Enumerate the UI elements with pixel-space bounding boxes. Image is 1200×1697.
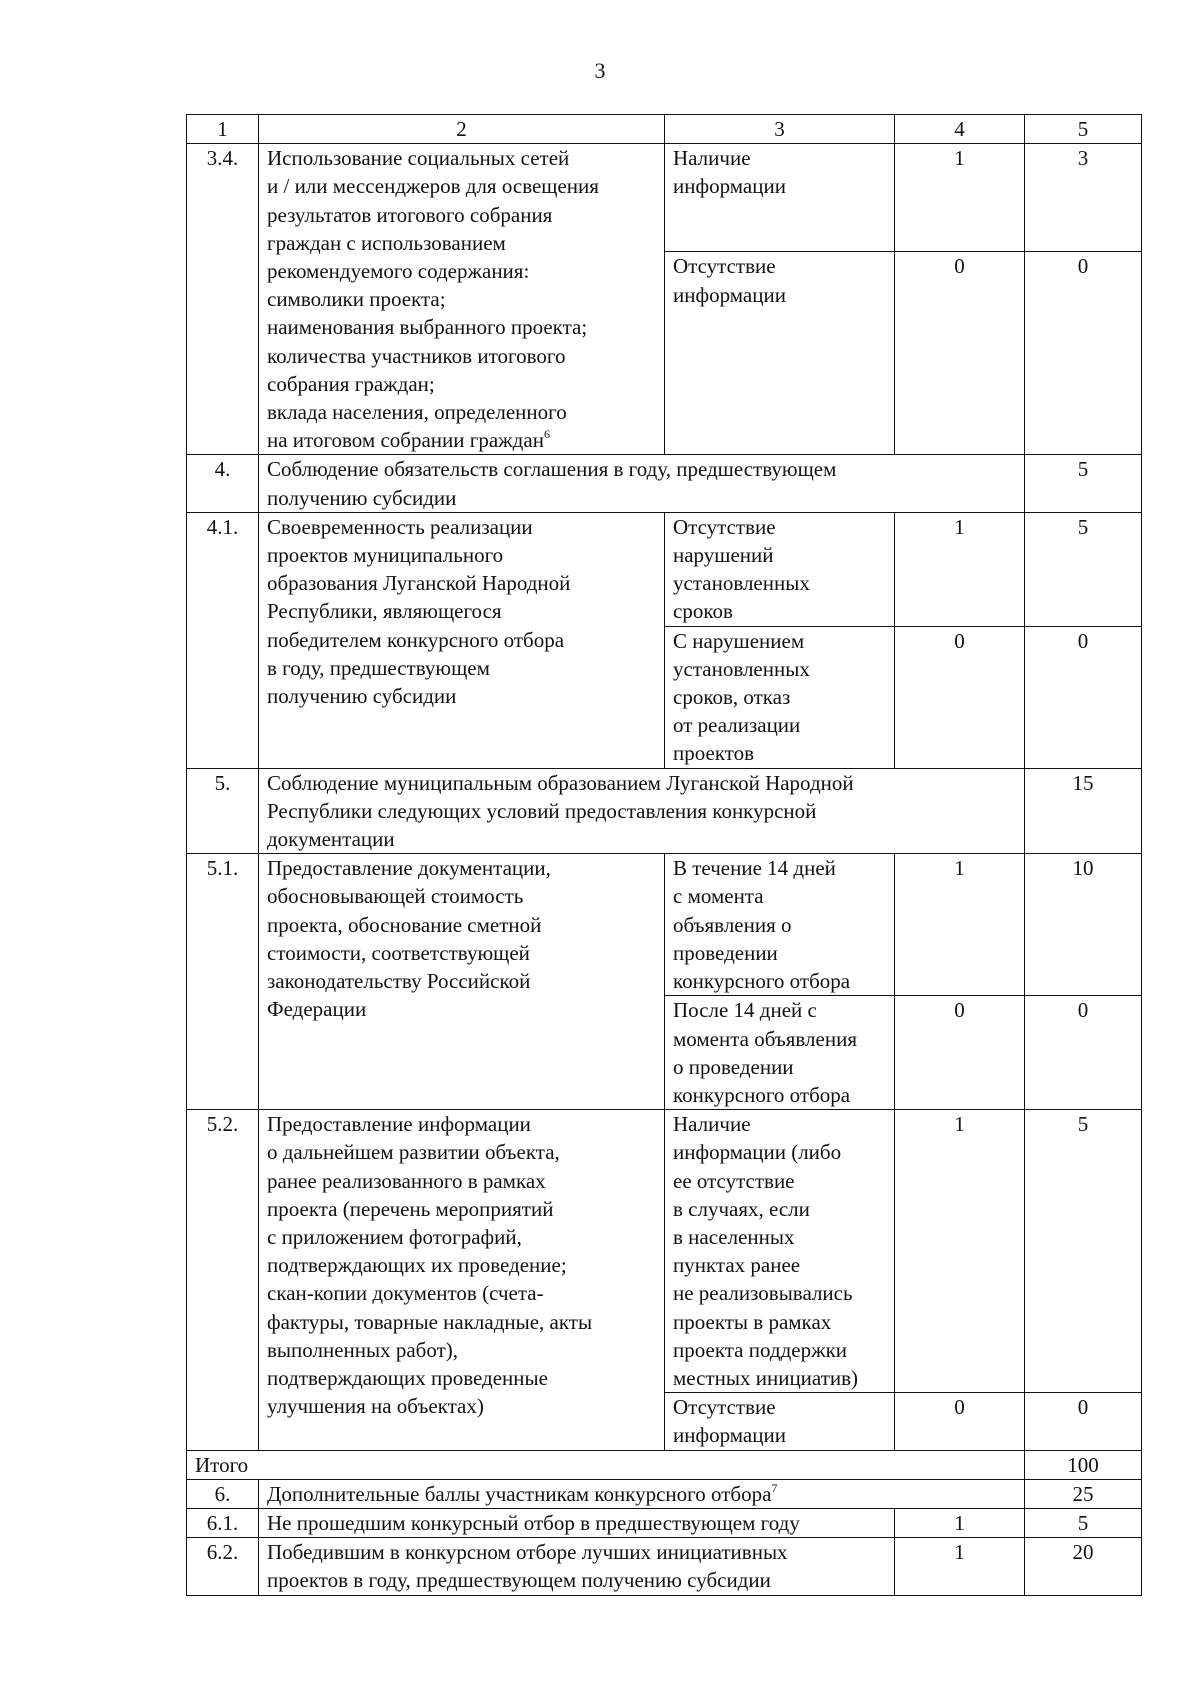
table-row [187, 1538, 1142, 1595]
table-row [187, 1508, 1142, 1537]
footnote-mark: 6 [543, 427, 550, 442]
section-text: Дополнительные баллы участникам конкурсного отбора [267, 1481, 772, 1506]
points: 15 [1025, 768, 1142, 854]
coefficient: 1 [895, 144, 1025, 252]
option-text: После 14 дней с момента объявления о проведении конкурсного отбора [665, 996, 895, 1110]
criterion-text: Не прошедшим конкурсный отбор в предшествующем году [259, 1508, 895, 1537]
row-number: 5.1. [187, 854, 259, 1110]
points: 0 [1025, 252, 1142, 455]
option-text: Отсутствие информации [665, 1393, 895, 1450]
header-cell-2: 2 [259, 115, 665, 144]
header-cell-1: 1 [187, 115, 259, 144]
points: 3 [1025, 144, 1142, 252]
points: 10 [1025, 854, 1142, 996]
coefficient: 0 [895, 1393, 1025, 1450]
points: 20 [1025, 1538, 1142, 1595]
option-text: Наличие информации [665, 144, 895, 252]
row-number: 6.1. [187, 1508, 259, 1537]
points: 0 [1025, 626, 1142, 768]
coefficient: 0 [895, 252, 1025, 455]
option-text: Отсутствие нарушений установленных сроков [665, 512, 895, 626]
header-cell-3: 3 [665, 115, 895, 144]
row-number: 4. [187, 455, 259, 512]
criterion-text: Использование социальных сетей и / или мессенджеров для освещения результатов итогового собрания граждан с использованием рекомендуемого содержания: символики проекта; наименования выбранного проекта; количества участников итогового собрания граждан; вклада населения, определенного на итоговом собрании граждан [267, 146, 599, 453]
coefficient: 1 [895, 854, 1025, 996]
header-cell-4: 4 [895, 115, 1025, 144]
criterion-text: Предоставление информации о дальнейшем развитии объекта, ранее реализованного в рамках проекта (перечень мероприятий с приложением фотографий, подтверждающих их проведение; скан-копии документов (счета- фактуры, товарные накладные, акты выполненных работ), подтверждающих проведенные улучшения на объектах) [259, 1110, 665, 1450]
section-row [187, 1479, 1142, 1508]
page-number: 3 [594, 58, 606, 83]
points: 0 [1025, 996, 1142, 1110]
option-text: С нарушением установленных сроков, отказ от реализации проектов [665, 626, 895, 768]
footnote-mark: 7 [771, 1480, 778, 1495]
section-cell [259, 1479, 1025, 1508]
criterion-text: Предоставление документации, обосновывающей стоимость проекта, обоснование сметной стоимости, соответствующей законодательству Российской Федерации [259, 854, 665, 1110]
table-row [187, 512, 1142, 626]
row-number: 5.2. [187, 1110, 259, 1450]
row-number: 5. [187, 768, 259, 854]
coefficient: 1 [895, 1508, 1025, 1537]
coefficient: 1 [895, 1110, 1025, 1393]
table-row [187, 854, 1142, 996]
row-number: 3.4. [187, 144, 259, 455]
header-cell-5: 5 [1025, 115, 1142, 144]
coefficient: 1 [895, 1538, 1025, 1595]
section-text: Соблюдение обязательств соглашения в году, предшествующем получению субсидии [259, 455, 1025, 512]
table-row [187, 1110, 1142, 1393]
section-row [187, 455, 1142, 512]
option-text: Отсутствие информации [665, 252, 895, 455]
points: 5 [1025, 1110, 1142, 1393]
coefficient: 0 [895, 996, 1025, 1110]
points: 25 [1025, 1479, 1142, 1508]
total-label: Итого [187, 1450, 1025, 1479]
points: 5 [1025, 512, 1142, 626]
table-row [187, 144, 1142, 252]
criterion-text: Своевременность реализации проектов муниципального образования Луганской Народной Республики, являющегося победителем конкурсного отбора в году, предшествующем получению субсидии [259, 512, 665, 768]
points: 0 [1025, 1393, 1142, 1450]
section-row [187, 768, 1142, 854]
coefficient: 1 [895, 512, 1025, 626]
criterion-text: Победившим в конкурсном отборе лучших инициативных проектов в году, предшествующем получению субсидии [259, 1538, 895, 1595]
coefficient: 0 [895, 626, 1025, 768]
criterion-cell [259, 144, 665, 455]
points: 5 [1025, 1508, 1142, 1537]
criteria-table [186, 114, 1142, 1596]
option-text: В течение 14 дней с момента объявления о проведении конкурсного отбора [665, 854, 895, 996]
points: 5 [1025, 455, 1142, 512]
row-number: 6.2. [187, 1538, 259, 1595]
row-number: 4.1. [187, 512, 259, 768]
total-row [187, 1450, 1142, 1479]
section-text: Соблюдение муниципальным образованием Луганской Народной Республики следующих условий предоставления конкурсной документации [259, 768, 1025, 854]
row-number: 6. [187, 1479, 259, 1508]
total-points: 100 [1025, 1450, 1142, 1479]
option-text: Наличие информации (либо ее отсутствие в случаях, если в населенных пунктах ранее не реализовывались проекты в рамках проекта поддержки местных инициатив) [665, 1110, 895, 1393]
header-row [187, 115, 1142, 144]
